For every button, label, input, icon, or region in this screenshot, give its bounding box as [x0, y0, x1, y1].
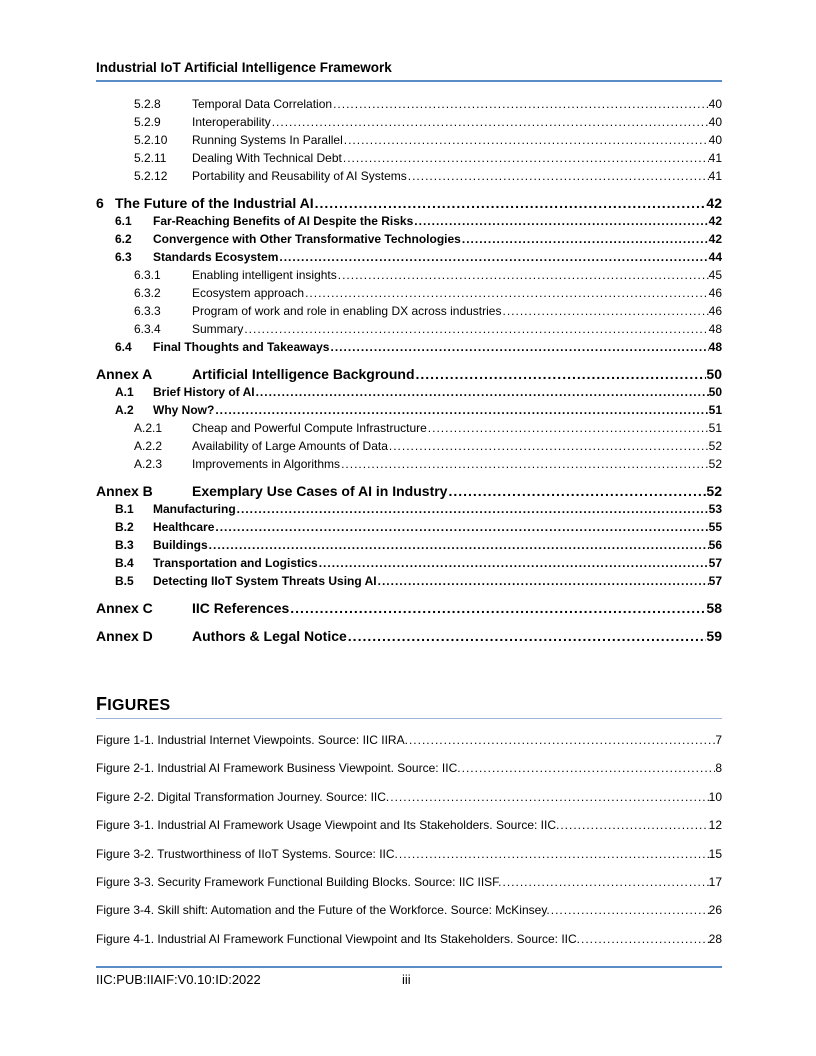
- toc-entry-page: 40: [708, 115, 722, 129]
- toc-entry-number: Annex B: [96, 483, 153, 499]
- toc-leader-dots: [289, 600, 706, 616]
- figures-heading-rule: [96, 718, 722, 719]
- toc-entry-page: 48: [708, 340, 722, 354]
- toc-entry[interactable]: [96, 403, 722, 419]
- figure-entry-title: Figure 3-2. Trustworthiness of IIoT Systems. Source: IIC.: [96, 847, 398, 861]
- figure-entry-title: Figure 2-2. Digital Transformation Journey. Source: IIC.: [96, 790, 390, 804]
- toc-entry-number: A.2.3: [134, 457, 163, 471]
- toc-entry-number: 5.2.9: [134, 115, 161, 129]
- toc-entry-title: Artificial Intelligence Background: [192, 366, 415, 382]
- toc-entry-number: B.1: [115, 502, 134, 516]
- toc-entry-page: 57: [708, 574, 722, 588]
- toc-entry-number: A.2.2: [134, 439, 163, 453]
- toc-entry-page: 52: [708, 439, 722, 453]
- figure-entry-page: 7: [715, 733, 722, 747]
- toc-entry-number: 6.4: [115, 340, 132, 354]
- figure-entry[interactable]: [96, 847, 722, 863]
- toc-entry-page: 41: [708, 169, 722, 183]
- toc-entry-number: 5.2.8: [134, 97, 161, 111]
- toc-entry-title: Enabling intelligent insights: [192, 268, 337, 282]
- toc-entry[interactable]: [96, 304, 722, 320]
- figure-leader-dots: [389, 790, 708, 804]
- toc-leader-dots: [342, 151, 709, 165]
- toc-entry[interactable]: [96, 115, 722, 131]
- toc-entry-title: Detecting IIoT System Threats Using AI: [153, 574, 377, 588]
- toc-entry-number: B.3: [115, 538, 134, 552]
- toc-entry-number: 6.3.1: [134, 268, 161, 282]
- toc-entry[interactable]: [96, 538, 722, 554]
- figure-leader-dots: [550, 903, 709, 917]
- toc-entry-title: Temporal Data Correlation: [192, 97, 333, 111]
- toc-leader-dots: [332, 97, 709, 111]
- toc-entry-page: 52: [708, 457, 722, 471]
- toc-entry-page: 57: [708, 556, 722, 570]
- toc-leader-dots: [377, 574, 709, 588]
- toc-entry-title: Convergence with Other Transformative Technologies: [153, 232, 461, 246]
- toc-entry[interactable]: [96, 439, 722, 455]
- figure-leader-dots: [502, 875, 709, 889]
- figure-entry-title: Figure 3-1. Industrial AI Framework Usage Viewpoint and Its Stakeholders. Source: IIC.: [96, 818, 560, 832]
- toc-leader-dots: [407, 169, 709, 183]
- toc-entry-number: 6.3.4: [134, 322, 161, 336]
- figure-leader-dots: [408, 733, 715, 747]
- figure-entry-title: Figure 1-1. Industrial Internet Viewpoints. Source: IIC IIRA.: [96, 733, 408, 747]
- toc-entry-number: 6.2: [115, 232, 132, 246]
- figure-entry-page: 26: [708, 903, 722, 917]
- toc-entry-title: Healthcare: [153, 520, 215, 534]
- toc-entry-number: B.4: [115, 556, 134, 570]
- toc-entry-number: Annex A: [96, 366, 153, 382]
- figure-entry-page: 28: [708, 932, 722, 946]
- toc-entry-page: 55: [708, 520, 722, 534]
- footer-rule: [96, 966, 722, 968]
- toc-entry-page: 56: [708, 538, 722, 552]
- footer-page-number: iii: [402, 972, 411, 987]
- figure-entry-page: 8: [715, 761, 722, 775]
- toc-leader-dots: [278, 250, 708, 264]
- toc-entry-page: 42: [708, 232, 722, 246]
- toc-entry-title: IIC References: [192, 600, 290, 616]
- toc-entry[interactable]: [96, 286, 722, 302]
- toc-entry-page: 51: [708, 421, 722, 435]
- toc-entry[interactable]: [96, 151, 722, 167]
- toc-entry-number: B.5: [115, 574, 134, 588]
- toc-leader-dots: [447, 483, 706, 499]
- toc-entry[interactable]: [96, 232, 722, 248]
- toc-leader-dots: [415, 366, 707, 382]
- toc-entry-title: Final Thoughts and Takeaways: [153, 340, 330, 354]
- figure-leader-dots: [580, 932, 709, 946]
- toc-entry-page: 44: [708, 250, 722, 264]
- toc-entry[interactable]: [96, 250, 722, 266]
- figure-entry-title: Figure 2-1. Industrial AI Framework Business Viewpoint. Source: IIC.: [96, 761, 461, 775]
- toc-entry-title: Summary: [192, 322, 244, 336]
- toc-entry-title: Portability and Reusability of AI Systems: [192, 169, 407, 183]
- figure-entry[interactable]: [96, 932, 722, 948]
- toc-entry-number: 6.3.2: [134, 286, 161, 300]
- figure-entry[interactable]: [96, 818, 722, 834]
- toc-leader-dots: [461, 232, 709, 246]
- toc-entry-number: 6.3: [115, 250, 132, 264]
- toc-entry-title: Program of work and role in enabling DX across industries: [192, 304, 502, 318]
- toc-entry-page: 58: [706, 600, 722, 616]
- toc-entry[interactable]: [96, 169, 722, 185]
- figure-leader-dots: [559, 818, 708, 832]
- toc-leader-dots: [347, 628, 707, 644]
- toc-entry[interactable]: [96, 366, 722, 384]
- toc-entry-title: Standards Ecosystem: [153, 250, 279, 264]
- figure-entry[interactable]: [96, 790, 722, 806]
- figure-entry-title: Figure 3-4. Skill shift: Automation and the Future of the Workforce. Source: McKinsey.: [96, 903, 550, 917]
- toc-entry-title: Why Now?: [153, 403, 215, 417]
- toc-leader-dots: [329, 340, 708, 354]
- figures-heading-initial: F: [96, 694, 108, 714]
- toc-entry-title: Far-Reaching Benefits of AI Despite the Risks: [153, 214, 414, 228]
- toc-entry-page: 50: [706, 366, 722, 382]
- toc-leader-dots: [304, 286, 709, 300]
- toc-leader-dots: [388, 439, 709, 453]
- toc-entry-number: 6.3.3: [134, 304, 161, 318]
- toc-leader-dots: [271, 115, 709, 129]
- toc-entry-number: 5.2.12: [134, 169, 168, 183]
- toc-entry[interactable]: [96, 133, 722, 149]
- figures-heading-rest: IGURES: [107, 697, 171, 714]
- toc-entry[interactable]: [96, 195, 722, 213]
- figure-entry[interactable]: [96, 903, 722, 919]
- toc-entry-title: The Future of the Industrial AI: [115, 195, 314, 211]
- toc-entry-number: A.2.1: [134, 421, 163, 435]
- toc-entry-page: 40: [708, 97, 722, 111]
- figure-entry-title: Figure 4-1. Industrial AI Framework Functional Viewpoint and Its Stakeholders. Source: IIC.: [96, 932, 581, 946]
- toc-leader-dots: [214, 520, 708, 534]
- toc-entry-number: Annex D: [96, 628, 153, 644]
- toc-entry-title: Ecosystem approach: [192, 286, 305, 300]
- toc-entry-title: Interoperability: [192, 115, 271, 129]
- toc-entry-page: 51: [708, 403, 722, 417]
- toc-entry-number: A.1: [115, 385, 134, 399]
- toc-entry-number: 5.2.10: [134, 133, 168, 147]
- toc-leader-dots: [340, 457, 709, 471]
- toc-leader-dots: [208, 538, 709, 552]
- toc-entry-page: 59: [706, 628, 722, 644]
- header-rule: [96, 80, 722, 82]
- toc-leader-dots: [243, 322, 708, 336]
- toc-entry[interactable]: [96, 574, 722, 590]
- toc-entry-page: 48: [708, 322, 722, 336]
- footer-document-id: IIC:PUB:IIAIF:V0.10:ID:2022: [96, 972, 261, 987]
- toc-entry[interactable]: [96, 457, 722, 473]
- figure-entry[interactable]: [96, 761, 722, 777]
- toc-entry[interactable]: [96, 520, 722, 536]
- toc-entry-page: 41: [708, 151, 722, 165]
- toc-entry-title: Brief History of AI: [153, 385, 255, 399]
- toc-entry[interactable]: [96, 600, 722, 618]
- toc-entry-number: A.2: [115, 403, 134, 417]
- toc-entry[interactable]: [96, 385, 722, 401]
- toc-entry-title: Dealing With Technical Debt: [192, 151, 342, 165]
- figure-entry[interactable]: [96, 733, 722, 749]
- toc-leader-dots: [501, 304, 708, 318]
- toc-entry-page: 40: [708, 133, 722, 147]
- toc-entry-page: 42: [708, 214, 722, 228]
- toc-entry[interactable]: [96, 502, 722, 518]
- toc-entry[interactable]: [96, 556, 722, 572]
- toc-entry-number: B.2: [115, 520, 134, 534]
- figure-entry-page: 15: [708, 847, 722, 861]
- toc-leader-dots: [255, 385, 709, 399]
- toc-entry-title: Running Systems In Parallel: [192, 133, 343, 147]
- toc-entry[interactable]: [96, 322, 722, 338]
- toc-leader-dots: [314, 195, 707, 211]
- toc-entry-number: 5.2.11: [134, 151, 167, 165]
- document-header-title: Industrial IoT Artificial Intelligence Framework: [96, 60, 392, 75]
- figure-entry-page: 17: [708, 875, 722, 889]
- toc-entry-title: Buildings: [153, 538, 208, 552]
- toc-entry-title: Availability of Large Amounts of Data: [192, 439, 388, 453]
- figure-entry-page: 12: [708, 818, 722, 832]
- toc-entry-page: 46: [708, 304, 722, 318]
- toc-entry-title: Transportation and Logistics: [153, 556, 318, 570]
- toc-leader-dots: [236, 502, 709, 516]
- toc-entry[interactable]: [96, 214, 722, 230]
- toc-entry-number: 6: [96, 195, 104, 211]
- toc-entry-number: 6.1: [115, 214, 132, 228]
- toc-entry-page: 45: [708, 268, 722, 282]
- toc-entry-title: Cheap and Powerful Compute Infrastructure: [192, 421, 427, 435]
- figures-heading: [96, 694, 170, 715]
- toc-entry-title: Authors & Legal Notice: [192, 628, 347, 644]
- toc-leader-dots: [413, 214, 708, 228]
- toc-entry-page: 52: [706, 483, 722, 499]
- toc-entry[interactable]: [96, 268, 722, 284]
- figure-entry-title: Figure 3-3. Security Framework Functional Building Blocks. Source: IIC IISF.: [96, 875, 502, 889]
- toc-entry-page: 53: [708, 502, 722, 516]
- toc-entry-page: 50: [708, 385, 722, 399]
- toc-entry-title: Manufacturing: [153, 502, 236, 516]
- figure-leader-dots: [398, 847, 709, 861]
- toc-leader-dots: [337, 268, 709, 282]
- toc-entry[interactable]: [96, 97, 722, 113]
- toc-entry[interactable]: [96, 628, 722, 646]
- figure-entry[interactable]: [96, 875, 722, 891]
- toc-entry-page: 42: [706, 195, 722, 211]
- toc-entry[interactable]: [96, 421, 722, 437]
- toc-leader-dots: [427, 421, 709, 435]
- toc-leader-dots: [214, 403, 708, 417]
- toc-leader-dots: [318, 556, 709, 570]
- toc-entry[interactable]: [96, 483, 722, 501]
- figure-leader-dots: [461, 761, 716, 775]
- toc-leader-dots: [343, 133, 709, 147]
- toc-entry-page: 46: [708, 286, 722, 300]
- figure-entry-page: 10: [708, 790, 722, 804]
- toc-entry-title: Exemplary Use Cases of AI in Industry: [192, 483, 448, 499]
- toc-entry-title: Improvements in Algorithms: [192, 457, 341, 471]
- toc-entry-number: Annex C: [96, 600, 153, 616]
- toc-entry[interactable]: [96, 340, 722, 356]
